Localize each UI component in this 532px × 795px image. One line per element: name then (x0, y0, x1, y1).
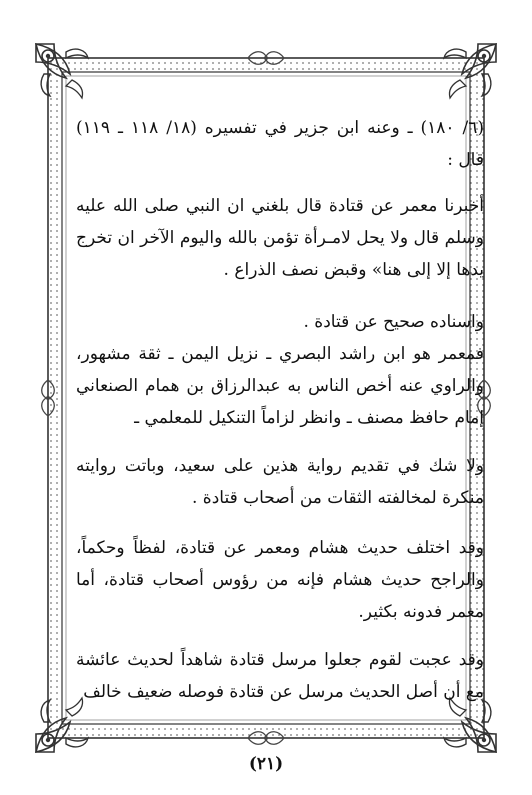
comment-paragraph: وقد عجبت لقوم جعلوا مرسل قتادة شاهداً لحديث عائشة مع أن أصل الحديث مرسل عن قتادة فوصله ضعيف خالف (76, 650, 484, 702)
isnad-line: واسناده صحيح عن قتادة . (303, 312, 484, 332)
page-number: (٢١) (248, 754, 284, 774)
hadith-paragraph: أخبرنا معمر عن قتادة قال بلغني ان النبي صلى الله عليه وسلم قال ولا يحل لامـرأة تؤمن بالله واليوم الآخر ان تخرج يدها إلا إلى هنا» وقبض نصف الذراع . (76, 196, 484, 280)
narrators-paragraph: فمعمر هو ابن راشد البصري ـ نزيل اليمن ـ ثقة مشهور، والراوي عنه أخص الناس به عبدالرزاق بن همام الصنعاني إمام حافظ مصنف ـ وانظر لزاماً التنكيل للمعلمي ـ (76, 344, 484, 428)
comment-paragraph: ولا شك في تقديم رواية هذين على سعيد، وباتت روايته منكرة لمخالفته الثقات من أصحاب قتادة . (76, 456, 484, 508)
text-body (76, 112, 484, 708)
comment-paragraph: وقد اختلف حديث هشام ومعمر عن قتادة، لفظاً وحكماً، والراجح حديث هشام فإنه من رؤوس أصحاب قتادة، أما معمر فدونه بكثير. (76, 538, 484, 622)
citation-paragraph: (٦/ ١٨٠) ـ وعنه ابن جزير في تفسيره (١٨/ ١١٨ ـ ١١٩) قال : (76, 118, 484, 170)
